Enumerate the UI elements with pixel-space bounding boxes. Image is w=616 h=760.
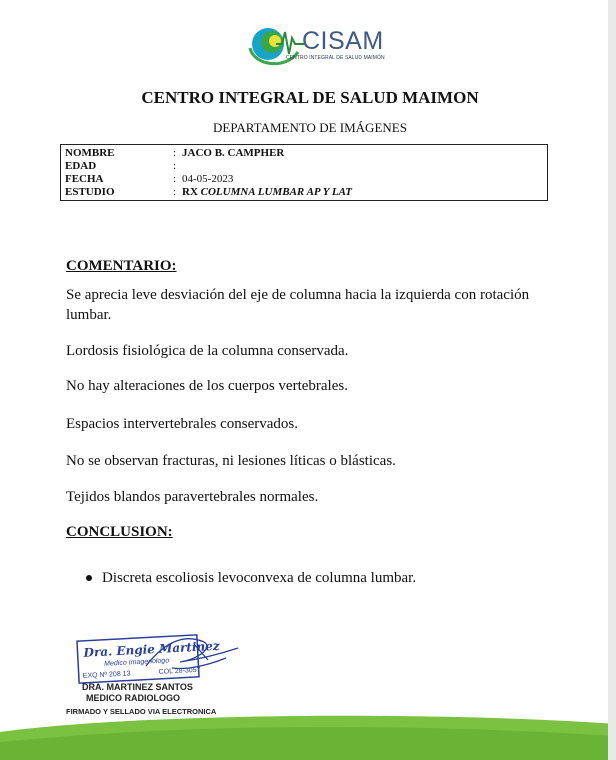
comentario-paragraph: Tejidos blandos paravertebrales normales. [66,489,319,505]
page-edge [608,0,616,760]
stamp-name: Dra. Engie Martinez [83,638,220,660]
estudio-value [182,186,352,199]
signature-stamp [76,630,242,688]
fecha-colon: : [173,173,177,185]
comentario-paragraph: Se aprecia leve desviación del eje de columna hacia la izquierda con rotación lumbar. [66,287,530,323]
signed-note: FIRMADO Y SELLADO VIA ELECTRONICA [66,707,217,716]
cisam-logo [246,14,385,72]
fecha-value: 04-05-2023 [182,173,234,185]
comentario-paragraph: Lordosis fisiológica de la columna conservada. [66,343,349,359]
stamp-exq: EXQ Nº 208 13 [82,670,131,680]
bullet-icon [86,575,92,581]
edad-colon: : [173,160,177,172]
comentario-paragraph: Espacios intervertebrales conservados. [66,416,298,432]
conclusion-heading: CONCLUSION: [66,524,173,540]
doctor-name: DRA. MARTINEZ SANTOS [82,682,193,692]
edad-label: EDAD [65,160,97,172]
stamp-col: COL 28-3057 [158,666,201,676]
nombre-label: NOMBRE [65,147,115,159]
estudio-colon: : [173,186,177,198]
nombre-value: JACO B. CAMPHER [182,147,285,159]
fecha-label: FECHA [65,173,104,185]
comentario-paragraph: No hay alteraciones de los cuerpos vertebrales. [66,378,348,394]
conclusion-item: Discreta escoliosis levoconvexa de columna lumbar. [102,570,417,586]
comentario-heading: COMENTARIO: [66,258,177,274]
page-title: CENTRO INTEGRAL DE SALUD MAIMON [141,88,479,107]
footer-wave [0,712,616,760]
cisam-emblem-icon [246,14,306,72]
estudio-name: COLUMNA LUMBAR AP Y LAT [200,186,353,198]
logo-subtitle: CENTRO INTEGRAL DE SALUD MAIMÓN [286,55,385,61]
nombre-colon: : [173,147,177,159]
department-name: DEPARTAMENTO DE IMÁGENES [213,120,407,135]
doctor-title: MEDICO RADIOLOGO [86,693,180,703]
logo-name: CISAM [302,27,384,55]
estudio-label: ESTUDIO [65,186,115,198]
comentario-paragraph: No se observan fracturas, ni lesiones líticas o blásticas. [66,453,396,469]
patient-info-box [60,144,548,201]
estudio-prefix: RX [182,186,198,198]
stamp-title: Medico Imagenologo [104,657,170,668]
